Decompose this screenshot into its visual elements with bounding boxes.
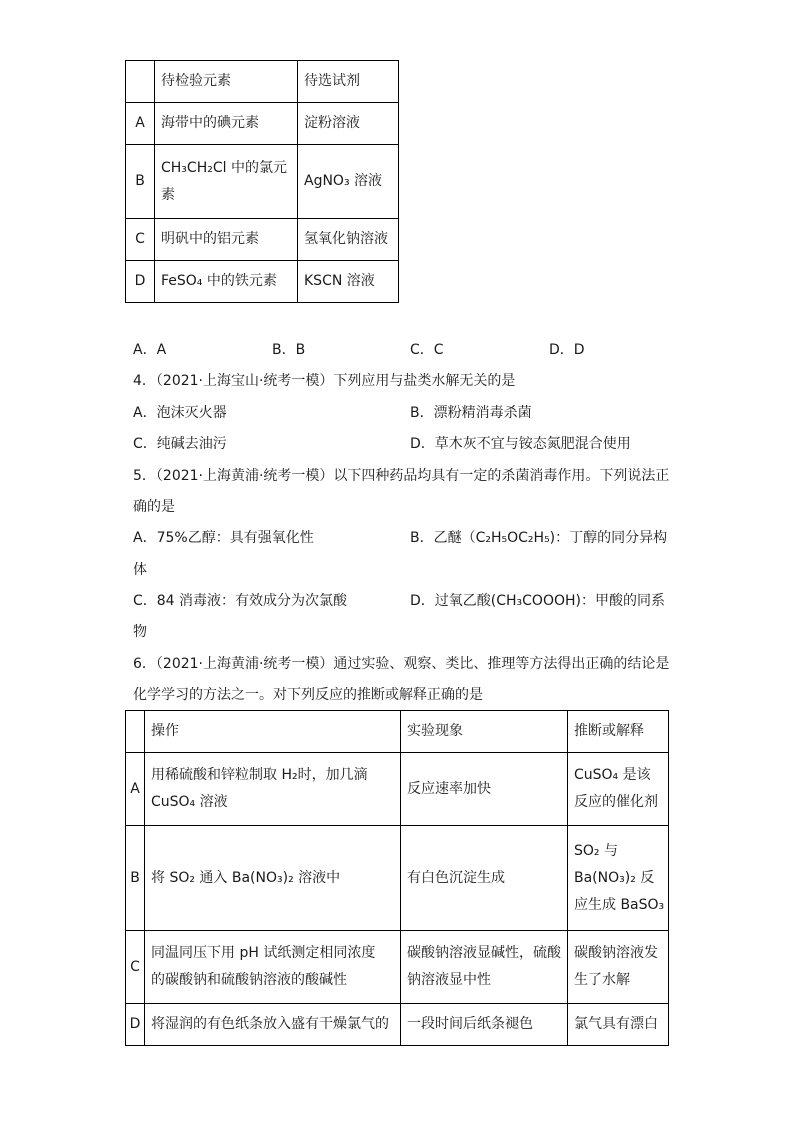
q3-option-a[interactable]: A．A — [133, 342, 167, 358]
q5-option-c[interactable]: C．84 消毒液：有效成分为次氯酸 — [133, 593, 348, 609]
table-cell: 反应速率加快 — [401, 753, 568, 826]
cell-line: CuSO₄ 溶液 — [151, 794, 228, 810]
q4-option-d[interactable]: D．草木灰不宜与铵态氮肥混合使用 — [410, 436, 631, 452]
table-row — [126, 219, 399, 261]
table-header-cell: 待检验元素 — [155, 61, 298, 103]
q4-option-a[interactable]: A．泡沫灭火器 — [133, 405, 227, 421]
table-cell — [568, 826, 669, 931]
table-header-cell: 推断或解释 — [568, 711, 669, 753]
table-row — [126, 931, 669, 1004]
table-cell: AgNO₃ 溶液 — [298, 145, 399, 219]
table-cell: 氯气具有漂白 — [568, 1004, 669, 1046]
cell-line: 应生成 BaSO₃ — [574, 896, 665, 913]
q3-option-b[interactable]: B．B — [272, 342, 306, 358]
cell-line: 的碳酸钠和硫酸钠溶液的酸碱性 — [151, 972, 347, 988]
cell-line: Ba(NO₃)₂ 反 — [574, 869, 655, 886]
q5-stem-line2: 确的是 — [133, 499, 175, 515]
table-header-cell: 实验现象 — [401, 711, 568, 753]
table-row — [126, 145, 399, 219]
q6-stem-line1: 6．（2021·上海黄浦·统考一模）通过实验、观察、类比、推理等方法得出正确的结论是 — [133, 656, 670, 672]
q6-stem-line2: 化学学习的方法之一。对下列反应的推断或解释正确的是 — [133, 687, 483, 703]
row-letter: C — [126, 219, 155, 261]
q3-option-d[interactable]: D．D — [549, 342, 585, 358]
table-row — [126, 1004, 669, 1046]
table-corner-cell — [126, 61, 155, 103]
element-reagent-table — [125, 60, 399, 303]
table-cell — [155, 145, 298, 219]
row-letter: A — [126, 103, 155, 145]
q4-option-b[interactable]: B．漂粉精消毒杀菌 — [410, 405, 532, 421]
table-row — [126, 261, 399, 303]
q5-option-b-line2: 体 — [133, 562, 147, 578]
q4-option-c[interactable]: C．纯碱去油污 — [133, 436, 227, 452]
table-cell — [568, 931, 669, 1004]
table-cell — [145, 931, 401, 1004]
cell-line: 生了水解 — [574, 972, 630, 988]
cell-line: 碳酸钠溶液显碱性，硫酸 — [407, 945, 561, 961]
table-row — [126, 753, 669, 826]
table-cell — [145, 753, 401, 826]
table-cell: 海带中的碘元素 — [155, 103, 298, 145]
row-letter: B — [126, 826, 145, 931]
cell-line: CuSO₄ 是该 — [574, 767, 651, 783]
cell-line: SO₂ 与 — [574, 842, 618, 859]
table-cell: 一段时间后纸条褪色 — [401, 1004, 568, 1046]
table-header-cell: 待选试剂 — [298, 61, 399, 103]
cell-line: 碳酸钠溶液发 — [574, 945, 658, 961]
cell-line: 钠溶液显中性 — [407, 972, 491, 988]
experiment-table — [125, 710, 669, 1046]
row-letter: D — [126, 261, 155, 303]
q4-stem: 4．（2021·上海宝山·统考一模）下列应用与盐类水解无关的是 — [133, 373, 516, 389]
table-cell: 将 SO₂ 通入 Ba(NO₃)₂ 溶液中 — [145, 826, 401, 931]
table-cell: 淀粉溶液 — [298, 103, 399, 145]
table-cell: 有白色沉淀生成 — [401, 826, 568, 931]
table-row — [126, 826, 669, 931]
cell-line: CH₃CH₂Cl 中的氯元 — [161, 159, 287, 176]
table-cell: KSCN 溶液 — [298, 261, 399, 303]
table-cell: 氢氧化钠溶液 — [298, 219, 399, 261]
cell-line: 同温同压下用 pH 试纸测定相同浓度 — [151, 945, 376, 961]
q5-option-b-line1[interactable]: B．乙醚（C₂H₅OC₂H₅)：丁醇的同分异构 — [410, 530, 668, 546]
cell-line: 素 — [161, 186, 175, 203]
q5-option-d-line1[interactable]: D．过氧乙酸(CH₃COOOH)：甲酸的同系 — [410, 593, 665, 609]
row-letter: D — [126, 1004, 145, 1046]
cell-line: 用稀硫酸和锌粒制取 H₂时，加几滴 — [151, 767, 368, 783]
row-letter: A — [126, 753, 145, 826]
table-cell: 将湿润的有色纸条放入盛有干燥氯气的 — [145, 1004, 401, 1046]
table-header-cell: 操作 — [145, 711, 401, 753]
q5-option-d-line2: 物 — [133, 624, 147, 640]
table-row — [126, 103, 399, 145]
table-cell: 明矾中的铝元素 — [155, 219, 298, 261]
table-header-row — [126, 711, 669, 753]
table-header-row — [126, 61, 399, 103]
q3-option-c[interactable]: C．C — [410, 342, 444, 358]
table-cell — [401, 931, 568, 1004]
table-cell — [568, 753, 669, 826]
table-cell: FeSO₄ 中的铁元素 — [155, 261, 298, 303]
q5-option-a[interactable]: A．75%乙醇：具有强氧化性 — [133, 530, 314, 546]
table-corner-cell — [126, 711, 145, 753]
row-letter: B — [126, 145, 155, 219]
cell-line: 反应的催化剂 — [574, 794, 658, 810]
row-letter: C — [126, 931, 145, 1004]
q5-stem-line1: 5．（2021·上海黄浦·统考一模）以下四种药品均具有一定的杀菌消毒作用。下列说法正 — [133, 468, 670, 484]
